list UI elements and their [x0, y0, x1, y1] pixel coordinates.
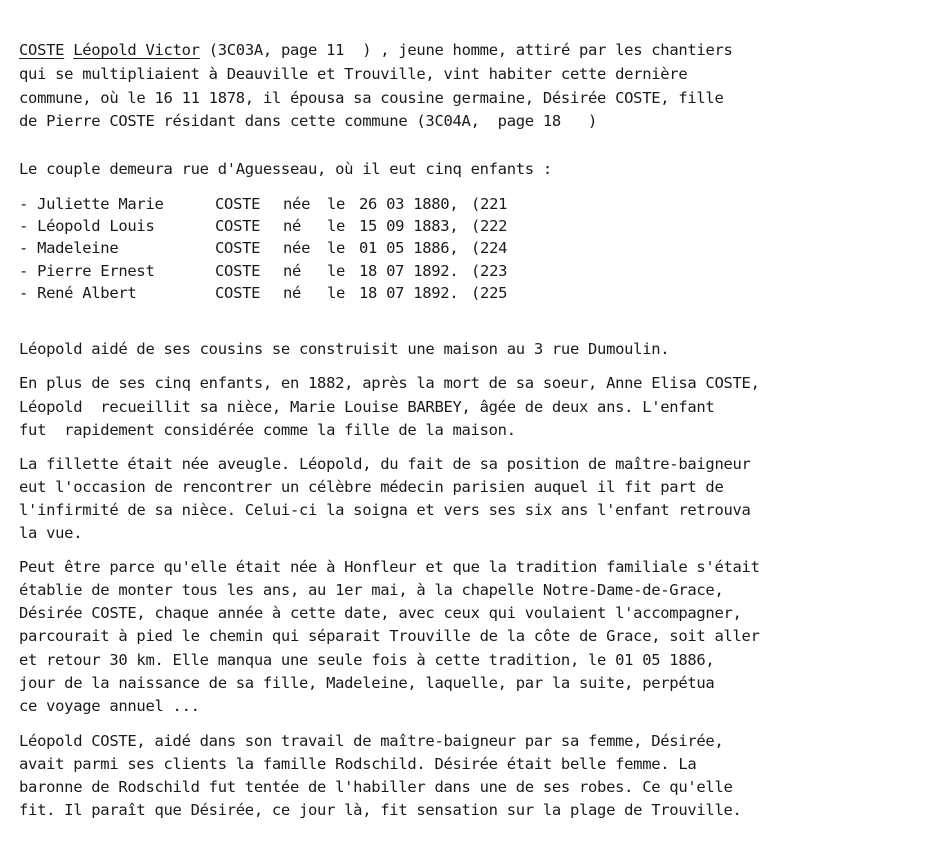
- child-le: le: [327, 284, 346, 302]
- paragraph-pilgrimage-line-7: ce voyage annuel ...: [19, 697, 200, 715]
- child-ref: (221: [471, 195, 508, 213]
- child-surname: COSTE: [215, 195, 261, 213]
- paragraph-niece-line-1: En plus de ses cinq enfants, en 1882, après la mort de sa soeur, Anne Elisa COSTE,: [19, 374, 760, 392]
- child-le: le: [327, 217, 346, 235]
- child-birth-word: née: [283, 195, 311, 213]
- child-date: 26 03 1880,: [359, 195, 459, 213]
- child-name: - Léopold Louis: [19, 217, 155, 235]
- child-entry: [19, 283, 507, 303]
- paragraph-niece-line-3: fut rapidement considérée comme la fille de la maison.: [19, 421, 516, 439]
- paragraph-pilgrimage-line-3: Désirée COSTE, chaque année à cette date, avec ceux qui voulaient l'accompagner,: [19, 604, 742, 622]
- child-date: 18 07 1892.: [359, 262, 459, 280]
- intro-line-2: qui se multipliaient à Deauville et Trouville, vint habiter cette dernière: [19, 65, 688, 83]
- paragraph-rodschild-line-2: avait parmi ses clients la famille Rodschild. Désirée était belle femme. La: [19, 755, 697, 773]
- paragraph-pilgrimage-line-5: et retour 30 km. Elle manqua une seule fois à cette tradition, le 01 05 1886,: [19, 651, 715, 669]
- paragraph-rodschild-line-1: Léopold COSTE, aidé dans son travail de maître-baigneur par sa femme, Désirée,: [19, 732, 724, 750]
- given-names: Léopold Victor: [73, 41, 200, 59]
- child-ref: (225: [471, 284, 508, 302]
- child-le: le: [327, 239, 346, 257]
- child-name: - René Albert: [19, 284, 137, 302]
- paragraph-blind-line-2: eut l'occasion de rencontrer un célèbre médecin parisien auquel il fit part de: [19, 478, 724, 496]
- child-ref: (222: [471, 217, 508, 235]
- paragraph-pilgrimage-line-2: établie de monter tous les ans, au 1er mai, à la chapelle Notre-Dame-de-Grace,: [19, 581, 724, 599]
- intro-line-3: commune, où le 16 11 1878, il épousa sa cousine germaine, Désirée COSTE, fille: [19, 89, 724, 107]
- paragraph-niece-line-2: Léopold recueillit sa nièce, Marie Louise BARBEY, âgée de deux ans. L'enfant: [19, 398, 715, 416]
- surname: COSTE: [19, 41, 65, 59]
- child-date: 01 05 1886,: [359, 239, 459, 257]
- paragraph-blind-line-4: la vue.: [19, 524, 83, 542]
- child-entry: [19, 238, 507, 258]
- child-date: 15 09 1883,: [359, 217, 459, 235]
- child-birth-word: né: [283, 262, 302, 280]
- intro-line-1: [19, 40, 733, 60]
- paragraph-pilgrimage-line-6: jour de la naissance de sa fille, Madeleine, laquelle, par la suite, perpétua: [19, 674, 715, 692]
- child-entry: [19, 194, 507, 214]
- child-surname: COSTE: [215, 284, 261, 302]
- child-ref: (224: [471, 239, 508, 257]
- child-birth-word: né: [283, 284, 302, 302]
- intro-line-4: de Pierre COSTE résidant dans cette commune (3C04A, page 18 ): [19, 112, 598, 130]
- child-birth-word: né: [283, 217, 302, 235]
- child-le: le: [327, 195, 346, 213]
- child-date: 18 07 1892.: [359, 284, 459, 302]
- child-name: - Madeleine: [19, 239, 119, 257]
- child-entry: [19, 216, 507, 236]
- couple-line: Le couple demeura rue d'Aguesseau, où il eut cinq enfants :: [19, 160, 552, 178]
- child-entry: [19, 261, 507, 281]
- child-name: - Pierre Ernest: [19, 262, 155, 280]
- paragraph-rodschild-line-4: fit. Il paraît que Désirée, ce jour là, fit sensation sur la plage de Trouville.: [19, 801, 742, 819]
- child-le: le: [327, 262, 346, 280]
- paragraph-rodschild-line-3: baronne de Rodschild fut tentée de l'habiller dans une de ses robes. Ce qu'elle: [19, 778, 733, 796]
- child-birth-word: née: [283, 239, 311, 257]
- paragraph-house-line-1: Léopold aidé de ses cousins se construisit une maison au 3 rue Dumoulin.: [19, 340, 670, 358]
- child-name: - Juliette Marie: [19, 195, 164, 213]
- child-surname: COSTE: [215, 262, 261, 280]
- child-ref: (223: [471, 262, 508, 280]
- paragraph-pilgrimage-line-4: parcourait à pied le chemin qui séparait Trouville de la côte de Grace, soit aller: [19, 627, 760, 645]
- child-surname: COSTE: [215, 239, 261, 257]
- paragraph-blind-line-3: l'infirmité de sa nièce. Celui-ci la soigna et vers ses six ans l'enfant retrouva: [19, 501, 751, 519]
- intro-line-1-rest: (3C03A, page 11 ) , jeune homme, attiré par les chantiers: [199, 41, 733, 59]
- paragraph-blind-line-1: La fillette était née aveugle. Léopold, du fait de sa position de maître-baigneur: [19, 455, 751, 473]
- child-surname: COSTE: [215, 217, 261, 235]
- paragraph-pilgrimage-line-1: Peut être parce qu'elle était née à Honfleur et que la tradition familiale s'était: [19, 558, 760, 576]
